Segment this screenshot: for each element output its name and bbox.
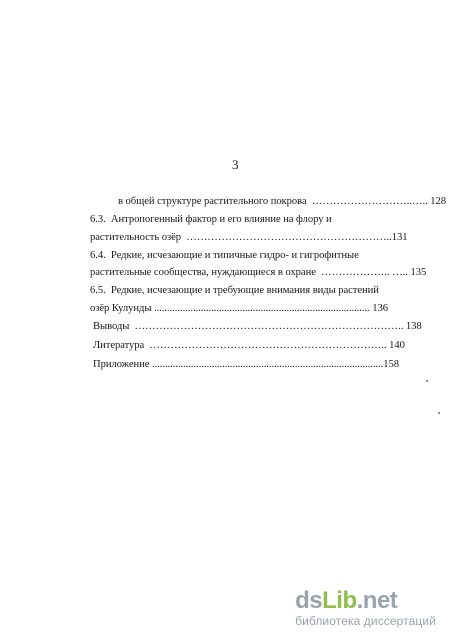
page-number: 3 — [232, 157, 239, 172]
scan-speck — [438, 412, 440, 414]
toc-line: 6.4. Редкие, исчезающие и типичные гидро- и гигрофитные — [90, 250, 359, 261]
watermark — [295, 589, 436, 628]
watermark-logo-ds: ds — [295, 587, 323, 614]
toc-line: растительные сообщества, нуждающиеся в охране ……………….. ….. 135 — [90, 267, 427, 278]
toc-line: 6.3. Антропогенный фактор и его влияние на флору и — [90, 214, 332, 225]
toc-line: Выводы ………………………………………………………………….. 138 — [93, 321, 422, 332]
toc-line: Приложение .........................................................................................158 — [93, 359, 399, 370]
watermark-logo-net: .net — [356, 587, 398, 614]
toc-line: растительность озёр …………………………………………………..131 — [90, 232, 408, 243]
toc-line: в общей структуре растительного покрова ………………………..….. 128 — [118, 196, 447, 207]
watermark-tagline: библиотека диссертаций — [295, 614, 436, 628]
watermark-logo-lib: Lib — [322, 587, 357, 614]
scan-speck — [426, 380, 428, 382]
toc-line: 6.5. Редкие, исчезающие и требующие внимания виды растений — [90, 285, 379, 296]
toc-line: озёр Кулунды ................................................................................... 136 — [90, 303, 388, 314]
watermark-logo — [295, 589, 436, 613]
toc-line: Литература ………………………………………………………….. 140 — [93, 340, 405, 351]
